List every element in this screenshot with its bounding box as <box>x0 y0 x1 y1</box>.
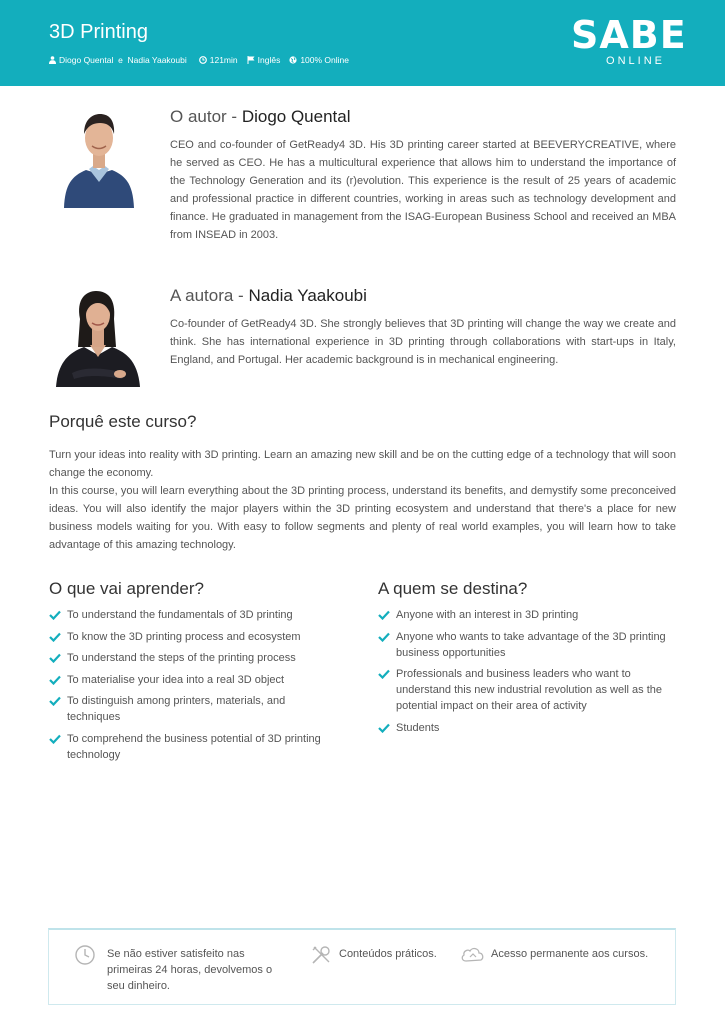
audience-list <box>378 607 676 741</box>
cloud-icon <box>460 944 486 966</box>
page-header <box>0 0 725 86</box>
course-title: 3D Printing <box>49 21 148 43</box>
list-item: To understand the steps of the printing process <box>49 650 339 666</box>
author-role: O autor - <box>170 107 242 126</box>
list-item: To comprehend the business potential of 3D printing technology <box>49 731 339 763</box>
course-meta <box>49 55 358 65</box>
meta-language <box>247 55 281 65</box>
why-paragraph-2: In this course, you will learn everything about the 3D printing process, understand its benefits, and demystify some preconceived ideas. You will also identify the major players within the 3D printing ecosystem and understand that there's a place for new business models waiting for you. With easy to follow segments and plenty of real world examples, you will learn how to take advantage of this amazing technology. <box>49 485 676 551</box>
check-icon <box>378 610 390 620</box>
guarantee-footer <box>48 928 676 1005</box>
author-heading <box>170 107 676 127</box>
audience-title: A quem se destina? <box>378 579 528 598</box>
author-heading <box>170 286 676 306</box>
check-icon <box>49 653 61 663</box>
author-section-nadia <box>170 286 676 369</box>
author-photo-nadia <box>54 289 142 387</box>
clock-small-icon <box>199 56 207 64</box>
globe-icon <box>289 56 297 64</box>
list-item: Anyone with an interest in 3D printing <box>378 607 676 623</box>
meta-format-text: 100% Online <box>300 55 349 65</box>
why-paragraph-1: Turn your ideas into reality with 3D printing. Learn an amazing new skill and be on the cutting edge of a technology that will soon change the economy. <box>49 449 676 479</box>
author-name: Diogo Quental <box>241 107 351 126</box>
flag-icon <box>247 56 255 64</box>
author-bio: CEO and co-founder of GetReady4 3D. His 3D printing career started at BEEVERYCREATIVE, where he served as CEO. He has a multicultural experience that allows him to understand the importance of the Technology Generation and its (r)evolution. This experience is the result of 25 years of academic and professional practice in different countries, working in areas such as technology development and finance. He graduated in management from the ISAG-European Business School and received an MBA from INSEAD in 2003. <box>170 139 676 241</box>
access-text: Acesso permanente aos cursos. <box>491 948 649 960</box>
author-section-diogo <box>170 107 676 244</box>
meta-authors-text: Diogo Quental e Nadia Yaakoubi <box>59 55 187 65</box>
sabe-online-logo <box>571 13 687 70</box>
list-item: To understand the fundamentals of 3D printing <box>49 607 339 623</box>
list-item: To know the 3D printing process and ecosystem <box>49 629 339 645</box>
learn-list <box>49 607 339 768</box>
meta-language-text: Inglês <box>257 55 281 65</box>
author-role: A autora - <box>170 286 249 305</box>
clock-icon <box>74 944 96 966</box>
meta-authors <box>49 55 187 65</box>
author-name: Nadia Yaakoubi <box>248 286 367 305</box>
meta-format <box>289 55 349 65</box>
author-bio: Co-founder of GetReady4 3D. She strongly believes that 3D printing will change the way we create and think. She has international experience in 3D printing through collaborations with start-ups in Italy, England, and Portugal. Her academic background is in mechanical engineering. <box>170 318 676 366</box>
logo-sub: ONLINE <box>606 55 665 67</box>
learn-title: O que vai aprender? <box>49 579 204 598</box>
practical-text: Conteúdos práticos. <box>339 948 437 960</box>
check-icon <box>49 632 61 642</box>
check-icon <box>49 675 61 685</box>
why-text <box>49 446 676 554</box>
list-item: Anyone who wants to take advantage of the 3D printing business opportunities <box>378 629 676 661</box>
check-icon <box>49 610 61 620</box>
meta-duration-text: 121min <box>209 55 238 65</box>
list-item: To materialise your idea into a real 3D object <box>49 672 339 688</box>
why-title: Porquê este curso? <box>49 412 197 431</box>
author-photo-diogo <box>62 108 136 208</box>
user-icon <box>49 56 56 64</box>
check-icon <box>49 696 61 706</box>
list-item: Professionals and business leaders who want to understand this new industrial revolution as well as the potential impact on their area of activity <box>378 666 676 714</box>
check-icon <box>378 632 390 642</box>
list-item: Students <box>378 720 676 736</box>
meta-duration <box>199 55 238 65</box>
check-icon <box>378 723 390 733</box>
guarantee-text: Se não estiver satisfeito nas primeiras 24 horas, devolvemos o seu dinheiro. <box>107 948 273 992</box>
check-icon <box>378 669 390 679</box>
logo-word: SABE <box>571 13 687 57</box>
list-item: To distinguish among printers, materials, and techniques <box>49 693 339 725</box>
check-icon <box>49 734 61 744</box>
tools-icon <box>310 944 332 966</box>
